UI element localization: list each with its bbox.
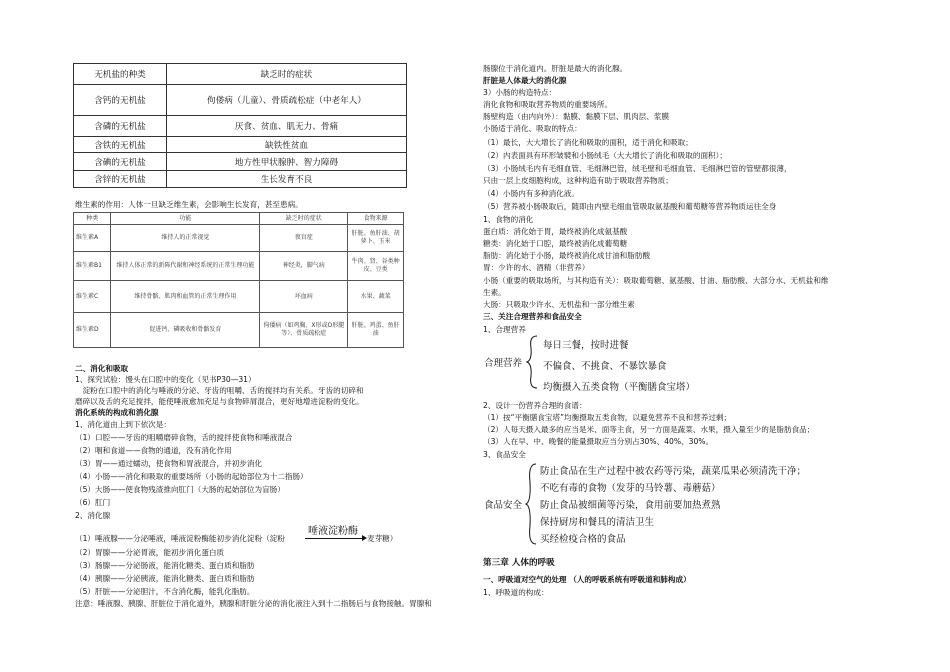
text-line: （4）胰腺——分泌胰液，能消化糖类、蛋白质和脂肪 <box>75 574 255 583</box>
text-line: （1）按“平衡膳食宝塔”均衡摄取五类食物，以避免营养不良和营养过剩； <box>483 413 732 422</box>
table-cell: 佝偻病（儿童）、骨质疏松症（中老年人） <box>167 85 407 116</box>
table-cell: 含钙的无机盐 <box>74 85 167 116</box>
text-line: 1、食物的消化 <box>483 215 534 224</box>
text-line: （5）肝脏——分泌胆汁，不含消化酶，能乳化脂肪。 <box>75 587 255 596</box>
text-line: 3）小肠的构造特点： <box>483 88 557 97</box>
table-cell: 维生素A <box>74 225 111 252</box>
table-cell: 厌食、贫血、肌无力、骨痛 <box>167 116 407 137</box>
saliva-enzyme-label: 唾液淀粉酶 <box>308 526 358 537</box>
table-cell: 肝脏、鱼肝油、胡萝卜、玉米 <box>348 225 404 252</box>
text-line: 小肠适于消化、吸取的特点： <box>483 124 582 133</box>
table-cell: 夜盲症 <box>260 225 348 252</box>
section-heading: 三、关注合理营养和食品安全 <box>483 312 582 321</box>
text-line: 2、设计一份营养合理的食谱： <box>483 401 587 410</box>
table-cell: 佝偻病（如鸡胸、X形或O形腿等）、骨质疏松症 <box>260 313 348 348</box>
text-line: （2）咽和食道——食物的通道，没有消化作用 <box>75 446 232 455</box>
table-cell: 维持人的正常视觉 <box>111 225 260 252</box>
text-line: （2）内表面具有环形皱襞和小肠绒毛（大大增长了消化和吸取的面积）； <box>483 151 728 160</box>
safety-item: 买经检疫合格的食品 <box>540 534 626 545</box>
vitamin-header: 食物来源 <box>348 213 404 225</box>
table-cell: 维持骨骼、肌肉和血管的正常生理作用 <box>111 281 260 313</box>
text-line: （2）胃腺——分泌胃液，能初步消化蛋白质 <box>75 548 225 557</box>
mineral-header-symptom: 缺乏时的症状 <box>167 64 407 85</box>
text-line: 1、探究试验：馒头在口腔中的变化（见书P30—31） <box>75 375 256 384</box>
text-line: （3）小肠绒毛内有毛细血管、毛细淋巴管，绒毛壁和毛细血管、毛细淋巴管的管壁都很薄， <box>483 164 792 173</box>
safety-item: 防止食品在生产过程中被农药等污染，蔬菜瓜果必须清洗干净； <box>540 466 807 477</box>
section-heading: 二、消化和吸取 <box>75 364 129 373</box>
saliva-product: 麦芽糖） <box>367 534 398 543</box>
text-line: 1、呼吸道的构成： <box>483 588 549 597</box>
nutrition-item: 每日三餐，按时进餐 <box>543 340 629 351</box>
text-line: 3、食品安全 <box>483 450 526 459</box>
nutrition-item: 均衡摄入五类食物（平衡膳食宝塔） <box>543 382 696 393</box>
text-line: （3）人在早、中、晚餐的能量摄取应当分别占30%、40%、30%。 <box>483 437 714 446</box>
vitamin-header: 缺乏时的症状 <box>260 213 348 225</box>
text-line: 只由一层上皮细胞构成，这种构造有助于吸取营养物质； <box>483 176 673 185</box>
text-line: 糖类：消化始于口腔，最终被消化成葡萄糖 <box>483 239 628 248</box>
text-line: （4）小肠——消化和吸取的重要场所（小肠的起始部位为十二指肠） <box>75 472 308 481</box>
text-line: 小肠（重要的吸取场所，与其构造有关）：吸取葡萄糖、氨基酸、甘油、脂肪酸、大部分水、无机盐和维 <box>483 276 829 285</box>
text-line: 肠壁构造（由内向外）：黏膜、黏膜下层、肌肉层、浆膜 <box>483 112 670 121</box>
text-line: （4）小肠内有多种消化液。 <box>483 189 579 198</box>
safety-label: 食品安全 <box>484 500 523 511</box>
table-cell: 缺铁性贫血 <box>167 137 407 153</box>
saliva-arrow <box>305 538 365 539</box>
table-cell: 坏血病 <box>260 281 348 313</box>
table-cell: 维生素B1 <box>74 252 111 281</box>
text-line: 肠腺位于消化道内。肝脏是最大的消化腺。 <box>483 64 628 73</box>
table-cell: 牛肉、肾、谷类种皮、豆类 <box>348 252 404 281</box>
mineral-table <box>73 63 407 188</box>
section-heading: 消化系统的构成和消化腺 <box>75 408 159 417</box>
table-cell: 肝脏、鸡蛋、鱼肝油 <box>348 313 404 348</box>
text-line: 消化食物和吸取营养物质的重要场所。 <box>483 100 613 109</box>
chapter-title: 第三章 人体的呼吸 <box>483 558 555 568</box>
text-line: 胃：少许的水、酒精（非营养） <box>483 263 590 272</box>
text-line: 磨碎以及舌的充足搅拌，能使唾液愈加充足与食物碎屑混合，更好地增进淀粉的变化。 <box>75 397 364 406</box>
text-line: 大肠：只吸取少许水、无机盐和一部分维生素 <box>483 300 635 309</box>
safety-brace <box>524 462 538 546</box>
vitamin-header: 种类 <box>74 213 111 225</box>
table-cell: 维生素D <box>74 313 111 348</box>
text-line: （5）营养被小肠吸取后，随即由内壁毛细血管吸取氨基酸和葡萄糖等营养物质运往全身 <box>483 202 777 211</box>
safety-item: 保持厨房和餐具的清洁卫生 <box>540 517 655 528</box>
text-line: （5）大肠——使食物残渣推向肛门（大肠的起始部位为盲肠） <box>75 485 285 494</box>
table-cell: 含碘的无机盐 <box>74 153 167 171</box>
table-cell: 水果、蔬菜 <box>348 281 404 313</box>
table-cell: 促进钙、磷吸收和骨骼发育 <box>111 313 260 348</box>
section-heading: 肝脏是人体最大的消化腺 <box>483 76 567 85</box>
text-line: （1）口腔——牙齿的咀嚼磨碎食物，舌的搅拌使食物和唾液混合 <box>75 433 293 442</box>
vitamin-header: 功能 <box>111 213 260 225</box>
text-line: 脂肪：消化始于小肠，最终被消化成甘油和脂肪酸 <box>483 251 651 260</box>
saliva-line: （1）唾液腺——分泌唾液，唾液淀粉酶能初步消化淀粉（淀粉 <box>75 534 285 543</box>
text-line: （3）胃——通过蠕动，使食物和胃液混合，并初步消化 <box>75 459 263 468</box>
text-line: （1）最长，大大增长了消化和吸取的面积，适于消化和吸取； <box>483 138 693 147</box>
nutrition-item: 不偏食、不挑食、不暴饮暴食 <box>543 361 667 372</box>
mineral-header-type: 无机盐的种类 <box>74 64 167 85</box>
text-line: （2）人每天摄入最多的应当是米、面等主食，另一方面是蔬菜、水果，摄入量至少的是脂肪食品； <box>483 425 815 434</box>
table-cell: 地方性甲状腺肿、智力障碍 <box>167 153 407 171</box>
nutrition-label: 合理营养 <box>484 358 523 369</box>
nutrition-brace <box>525 334 539 390</box>
text-line: 1、消化道由上到下依次是： <box>75 420 171 429</box>
section-heading: 一、呼吸道对空气的处理 （人的呼吸系统有呼吸道和肺构成） <box>483 575 691 584</box>
vitamin-table <box>73 212 404 348</box>
table-cell: 含锌的无机盐 <box>74 171 167 188</box>
text-line: 注意：唾液腺、胰腺、肝脏位于消化道外，胰腺和肝脏分泌的消化液注入到十二指肠后与食物接触。胃腺和 <box>75 599 432 608</box>
text-line: （3）肠腺——分泌肠液，能消化糖类、蛋白质和脂肪 <box>75 561 255 570</box>
table-cell: 生长发育不良 <box>167 171 407 188</box>
table-cell: 维持人体正常的新陈代谢和神经系统的正常生理功能 <box>111 252 260 281</box>
text-line: 蛋白质：消化始于胃，最终被消化成氨基酸 <box>483 227 628 236</box>
safety-item: 防止食品被细菌等污染，食用前要加热煮熟 <box>540 500 721 511</box>
table-cell: 神经炎，脚气病 <box>260 252 348 281</box>
table-cell: 含铁的无机盐 <box>74 137 167 153</box>
safety-item: 不吃有毒的食物（发芽的马铃薯、毒蘑菇） <box>540 483 721 494</box>
text-line: （6）肛门 <box>75 498 111 507</box>
table-cell: 维生素C <box>74 281 111 313</box>
text-line: 2、消化腺 <box>75 511 111 520</box>
vitamin-intro: 维生素的作用：人体一旦缺乏维生素，会影响生长发育，甚至患病。 <box>75 200 303 209</box>
text-line: 淀粉在口腔中的消化与唾液的分泌、牙齿的咀嚼、舌的搅拌均有关系。牙齿的切碎和 <box>75 386 364 395</box>
text-line: 1、合理营养 <box>483 325 526 334</box>
table-cell: 含磷的无机盐 <box>74 116 167 137</box>
text-line: 生素。 <box>483 288 506 297</box>
